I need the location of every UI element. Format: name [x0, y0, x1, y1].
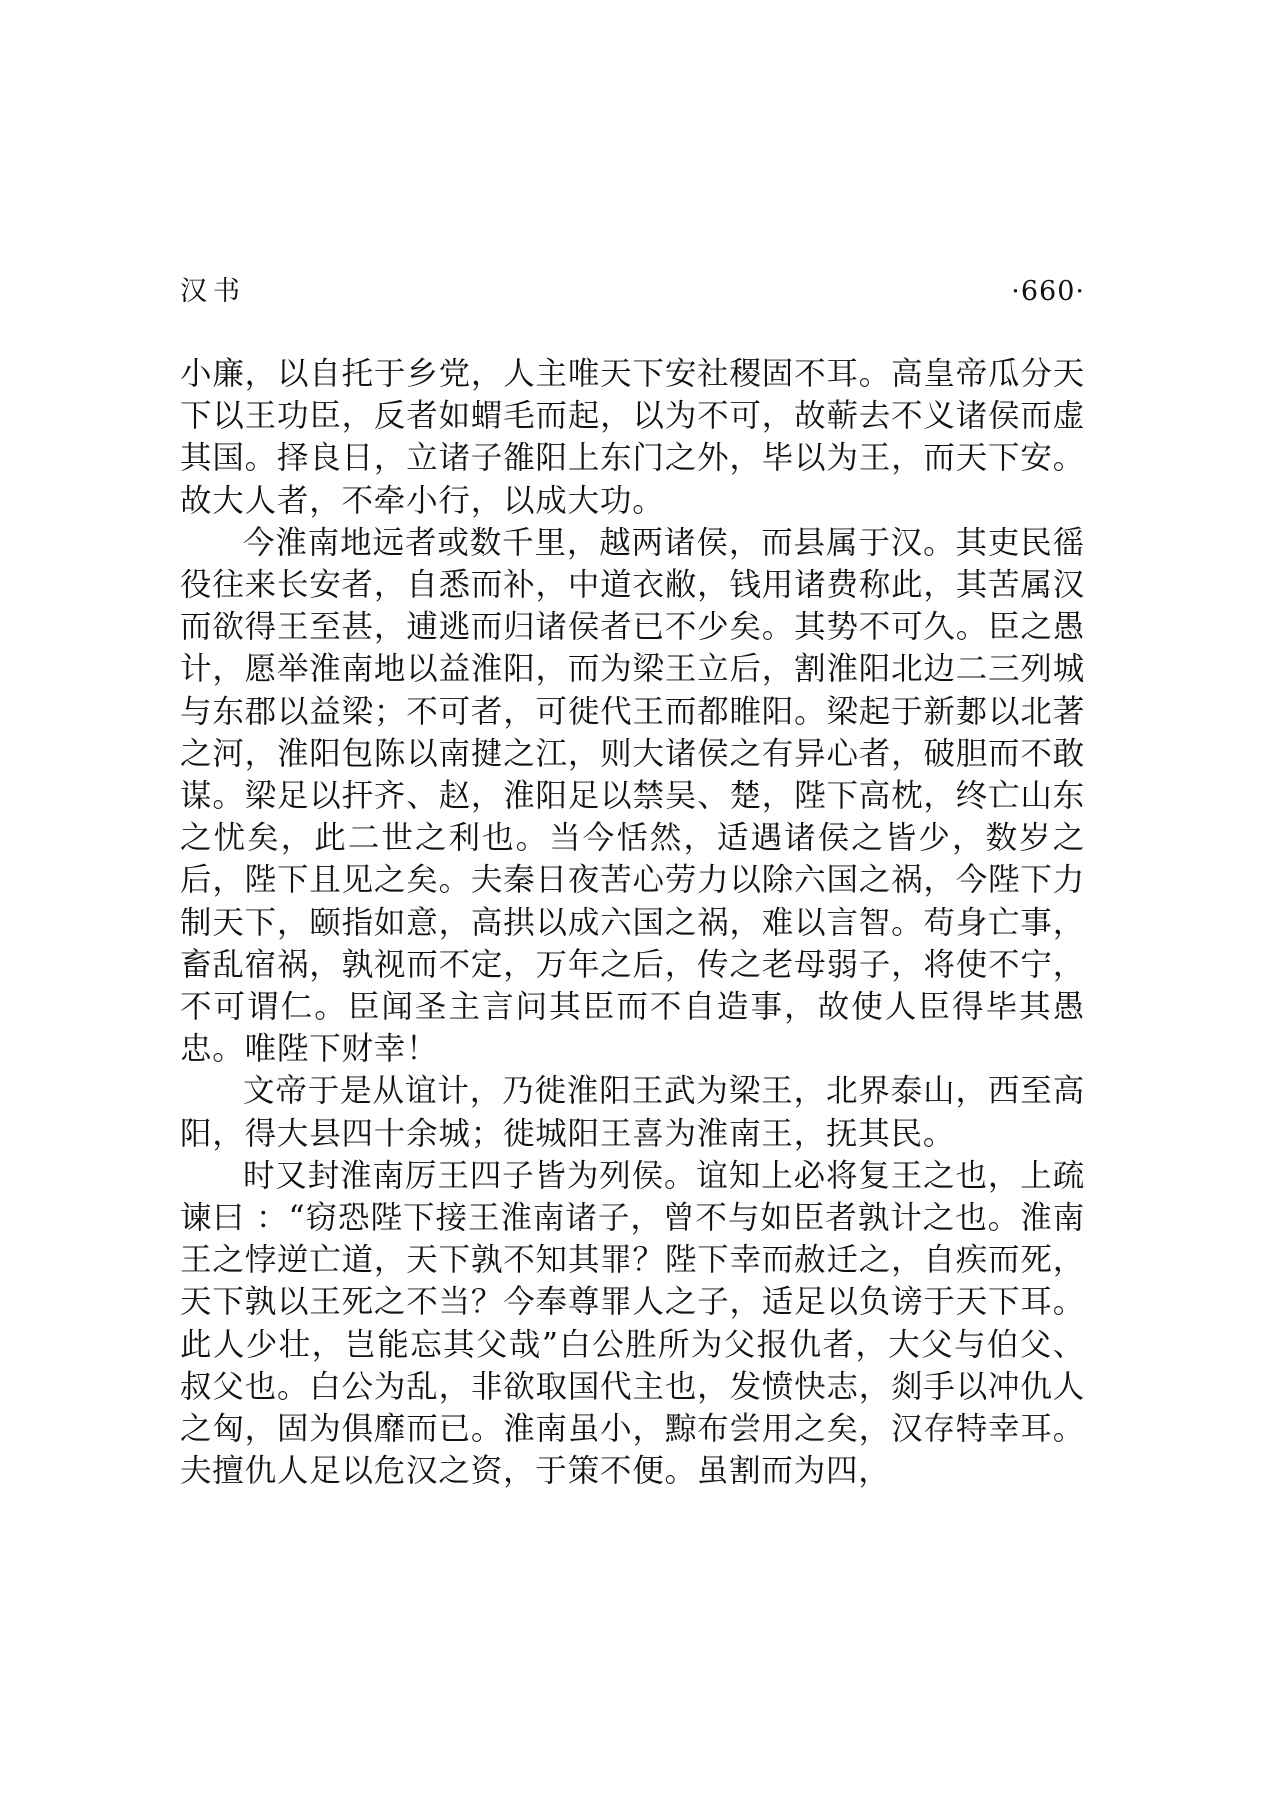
paragraph-1: 小廉，以自托于乡党，人主唯天下安社稷固不耳。高皇帝瓜分天下以王功臣，反者如蝟毛而起，以为不可，故蕲去不义诸侯而虚其国。择良日，立诸子雒阳上东门之外，毕以为王，而天下安。故大人者，不牵小行，以成大功。	[180, 356, 1085, 519]
paragraph-4: 时又封淮南厉王四子皆为列侯。谊知上必将复王之也，上疏谏曰 ：“窃恐陛下接王淮南诸子，曾不与如臣者孰计之也。淮南王之悖逆亡道，天下孰不知其罪？陛下幸而赦迁之，自疾而死，天下孰以王死之不当？今奉尊罪人之子，适足以负谤于天下耳。此人少壮，岂能忘其父哉”白公胜所为父报仇者，大父与伯父、叔父也。白公为乱，非欲取国代主也，发愤快志，剡手以冲仇人之匈，固为俱靡而已。淮南虽小，黥布尝用之矣，汉存特幸耳。夫擅仇人足以危汉之资，于策不便。虽割而为四，	[180, 1157, 1085, 1490]
book-title: 汉书	[180, 276, 246, 307]
body-text	[180, 353, 1085, 1492]
running-header	[180, 272, 1085, 312]
paragraph-3: 文帝于是从谊计，乃徙淮阳王武为梁王，北界泰山，西至高阳，得大县四十余城；徙城阳王喜为淮南王，抚其民。	[180, 1073, 1085, 1152]
page-number: ·660·	[1011, 276, 1085, 307]
paragraph-2: 今淮南地远者或数千里，越两诸侯，而县属于汉。其吏民徭役往来长安者，自悉而补，中道衣敝，钱用诸费称此，其苦属汉而欲得王至甚，逋逃而归诸侯者已不少矣。其势不可久。臣之愚计，愿举淮南地以益淮阳，而为梁王立后，割淮阳北边二三列城与东郡以益梁；不可者，可徙代王而都睢阳。梁起于新郪以北著之河，淮阳包陈以南揵之江，则大诸侯之有异心者，破胆而不敢谋。梁足以扞齐、赵，淮阳足以禁吴、楚，陛下高枕，终亡山东之忧矣，此二世之利也。当今恬然，适遇诸侯之皆少，数岁之后，陛下且见之矣。夫秦日夜苦心劳力以除六国之祸，今陛下力制天下，颐指如意，高拱以成六国之祸，难以言智。苟身亡事，畜乱宿祸，孰视而不定，万年之后，传之老母弱子，将使不宁，不可谓仁。臣闻圣主言问其臣而不自造事，故使人臣得毕其愚忠。唯陛下财幸！	[180, 524, 1085, 1068]
